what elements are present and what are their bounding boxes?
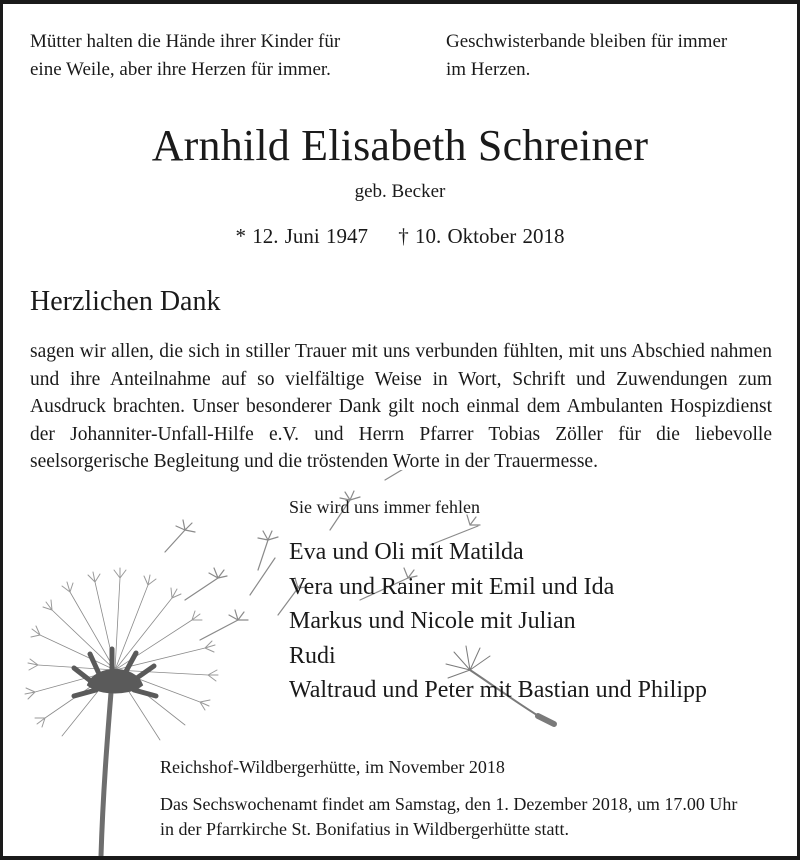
quote-left-line-2: eine Weile, aber ihre Herzen für immer. [30, 59, 331, 80]
dandelion-seed-head [35, 578, 208, 740]
deceased-name: Arnhild Elisabeth Schreiner [151, 121, 649, 170]
mourner-entry: Vera und Rainer mit Emil und Ida [289, 573, 615, 600]
quote-right-line-2: im Herzen. [446, 59, 531, 80]
mourners-list [289, 535, 707, 708]
thanks-text: sagen wir allen, die sich in stiller Trauer mit uns verbunden fühlten, mit uns Abschied nahmen und ihre Anteilnahme auf so vielfältige Weise in Wort, Schrift und Zuwendungen zum Ausdruck brachten. Unser besonderer Dank gilt noch einmal dem Ambulanten Hospizdienst der Johanniter-Unfall-Hilfe e.V. und Herrn Pfarrer Tobias Zöller für die liebevolle seelsorgerische Begleitung und die tröstenden Worte in der Trauermesse. [30, 341, 772, 472]
mourner-entry: Waltraud und Peter mit Bastian und Philipp [289, 677, 708, 703]
birth-date: * 12. Juni 1947 [235, 224, 368, 248]
birth-name: geb. Becker [354, 181, 446, 202]
mourner-entry: Markus und Nicole mit Julian [289, 608, 576, 634]
quote-right-line-1: Geschwisterbande bleiben für immer [446, 31, 728, 52]
service-notice-line-1: Das Sechswochenamt findet am Samstag, den 1. Dezember 2018, um 17.00 Uhr [160, 794, 738, 814]
service-notice [160, 792, 737, 842]
life-dates [0, 224, 800, 249]
mourner-entry: Rudi [289, 642, 336, 669]
dandelion-stem [101, 680, 112, 856]
place-date: Reichshof-Wildbergerhütte, im November 2018 [160, 757, 505, 777]
quote-right [446, 28, 786, 84]
service-notice-line-2: in der Pfarrkirche St. Bonifatius in Wildbergerhütte statt. [160, 819, 570, 839]
mourner-entry: Eva und Oli mit Matilda [289, 539, 524, 565]
quote-left-line-1: Mütter halten die Hände ihrer Kinder für [30, 31, 341, 52]
death-date: † 10. Oktober 2018 [398, 224, 565, 248]
thanks-heading: Herzlichen Dank [30, 286, 221, 317]
quote-left [30, 28, 410, 84]
mourners-intro: Sie wird uns immer fehlen [289, 497, 480, 517]
